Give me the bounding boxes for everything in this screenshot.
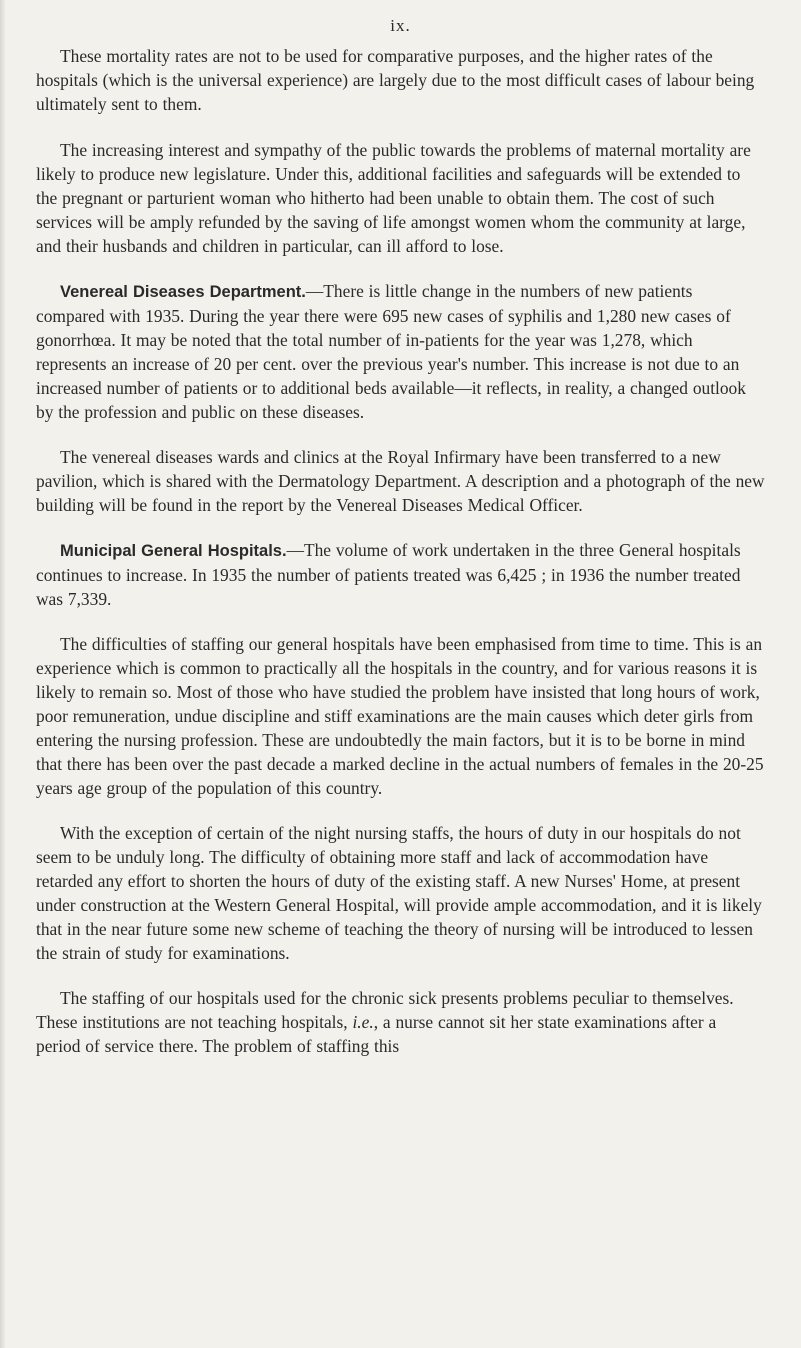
paragraph-text: With the exception of certain of the night nursing staffs, the hours of duty in our hospitals do not seem to be unduly long. The difficulty of obtaining more staff and lack of accommodation have retarded any effort to shorten the hours of duty of the existing staff. A new Nurses' Home, at present under construction at the Western General Hospital, will provide ample accommodation, and it is likely that in the near future some new scheme of teaching the theory of nursing will be introduced to lessen the strain of study for examinations.: [36, 823, 762, 963]
italic-ie: i.e.: [352, 1012, 374, 1032]
section-heading-municipal-hospitals: Municipal General Hospitals.: [60, 542, 287, 560]
paragraph-text: The difficulties of staffing our general hospitals have been emphasised from time to time. This is an experience which is common to practically all the hospitals in the country, and for various reasons it is likely to remain so. Most of those who have studied the problem have insisted that long hours of work, poor remuneration, undue discipline and stiff examinations are the main causes which deter girls from entering the nursing profession. These are undoubtedly the main factors, but it is to be borne in mind that there has been over the past decade a marked decline in the actual numbers of females in the 20-25 years age group of the population of this country.: [36, 634, 764, 798]
paragraph-venereal-wards: [36, 445, 765, 517]
paragraph-text: —There is little change in the numbers of new patients compared with 1935. During the year there were 695 new cases of syphilis and 1,280 new cases of gonorrhœa. It may be noted that the total number of in-patients for the year was 1,278, which represents an increase of 20 per cent. over the previous year's number. This increase is not due to an increased number of patients or to additional beds available—it reflects, in reality, a changed outlook by the profession and public on these diseases.: [36, 281, 746, 422]
page-number: ix.: [390, 16, 411, 35]
section-heading-venereal-diseases: Venereal Diseases Department.: [60, 283, 306, 301]
paragraph-text: The staffing of our hospitals used for the chronic sick presents problems peculiar to themselves. These institutions are not teaching hospitals,: [36, 988, 734, 1032]
paragraph-municipal-hospitals: [36, 538, 765, 611]
paragraph-text: —The volume of work undertaken in the three General hospitals continues to increase. In 1935 the number of patients treated was 6,425 ; in 1936 the number treated was 7,339.: [36, 540, 741, 609]
paragraph-text: The increasing interest and sympathy of the public towards the problems of maternal mortality are likely to produce new legislature. Under this, additional facilities and safeguards will be extended to the pregnant or parturient woman who hitherto had been unable to obtain them. The cost of such services will be amply refunded by the saving of life amongst women whom the community at large, and their husbands and children in particular, can ill afford to lose.: [36, 140, 751, 256]
paragraph-staffing-difficulties: [36, 632, 765, 800]
paragraph-text: The venereal diseases wards and clinics at the Royal Infirmary have been transferred to a new pavilion, which is shared with the Dermatology Department. A description and a photograph of the new building will be found in the report by the Venereal Diseases Medical Officer.: [36, 447, 765, 515]
paragraph-maternal-mortality-rates: [36, 44, 765, 116]
paragraph-chronic-sick-staffing: [36, 986, 765, 1058]
paragraph-text: These mortality rates are not to be used for comparative purposes, and the higher rates of the hospitals (which is the universal experience) are largely due to the most difficult cases of labour being ultimately sent to them.: [36, 46, 755, 114]
paragraph-maternal-mortality-legislation: [36, 138, 765, 258]
paragraph-text: , a nurse cannot sit her state examinations after a period of service there. The problem of staffing this: [36, 1012, 717, 1056]
paragraph-hours-of-duty: [36, 821, 765, 965]
paragraph-venereal-diseases: [36, 279, 765, 424]
